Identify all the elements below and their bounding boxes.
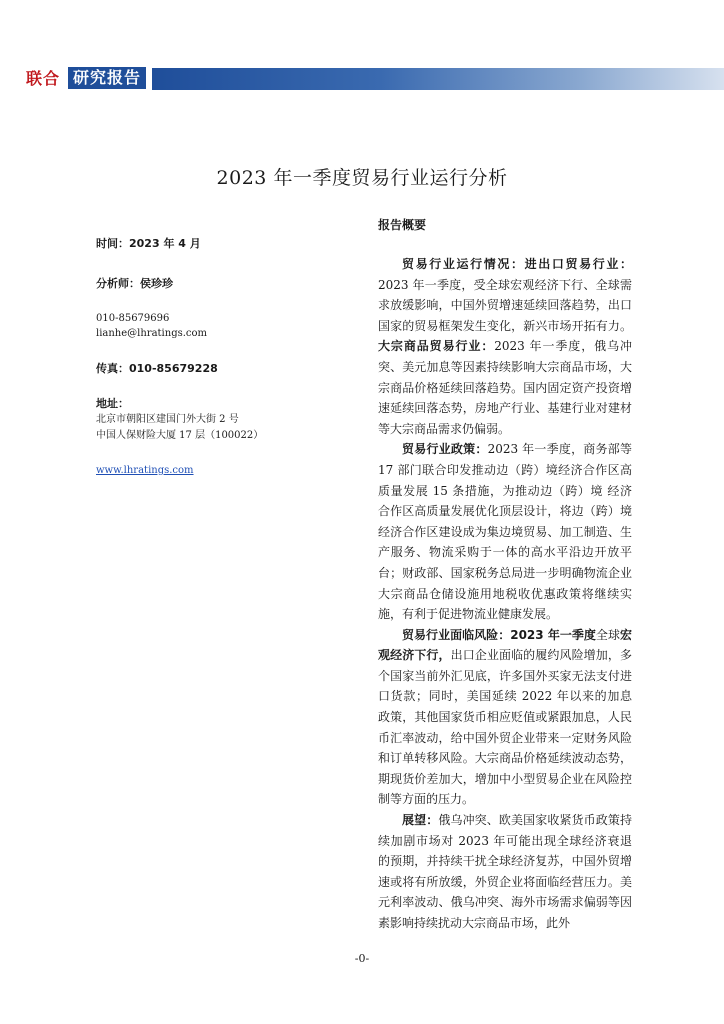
policy-text: 2023 年一季度，商务部等 17 部门联合印发推动边（跨）境经济合作区高质量发展 15 条措施，为推动边（跨）境 经济合作区高质量发展优化顶层设计，将边（跨）境经济合作区建设成为集边境贸易、加工制造、生产服务、物流采购于一体的高水平沿边开放平台；财政部、国家税务总局进一步明确物流企业大宗商品仓储设施用地税收优惠政策将继续实施，有利于促进物流业健康发展。: [378, 442, 632, 622]
report-time: 时间：2023 年 4 月: [96, 237, 201, 250]
report-header: [0, 66, 724, 92]
paragraph-outlook: [378, 810, 632, 934]
header-band: [152, 68, 724, 90]
outlook-bold: 展望：: [402, 813, 439, 828]
overview-text: 2023 年一季度，受全球宏观经济下行、全球需求放缓影响，中国外贸增速延续回落趋势，出口国家的贸易框架发生变化，新兴市场开拓有力。: [378, 277, 632, 333]
summary-body: [378, 254, 632, 934]
outlook-text: 俄乌冲突、欧美国家收紧货币政策持续加剧市场对 2023 年可能出现全球经济衰退的预期，并持续干扰全球经济复苏，中国外贸增速或将有所放缓，外贸企业将面临经营压力。美元利率波动、俄乌冲突、海外市场需求偏弱等因素影响持续扰动大宗商品市场，此外: [378, 813, 632, 930]
fax: 传真：010-85679228: [96, 362, 218, 375]
paragraph-overview: [378, 254, 632, 439]
overview-bold: 贸易行业运行情况：进出口贸易行业：: [402, 257, 632, 271]
page-title: 2023 年一季度贸易行业运行分析: [216, 167, 508, 189]
risk-bold: 贸易行业面临风险：2023 年一季度: [402, 627, 596, 642]
policy-bold: 贸易行业政策：: [402, 442, 488, 457]
commodity-text: 2023 年一季度，俄乌冲突、美元加息等因素持续影响大宗商品市场，大宗商品价格延续回落趋势。国内固定资产投资增速延续回落态势，房地产行业、基建行业对建材等大宗商品需求仍偏弱。: [378, 339, 632, 436]
website-link[interactable]: www.lhratings.com: [96, 465, 194, 476]
paragraph-risk: [378, 625, 632, 810]
email: lianhe@lhratings.com: [96, 328, 208, 339]
address-line-1: 北京市朝阳区建国门外大街 2 号: [96, 414, 239, 425]
phone: 010-85679696: [96, 313, 170, 324]
analyst: 分析师：侯珍珍: [96, 277, 173, 290]
address-line-2: 中国人保财险大厦 17 层（100022）: [96, 430, 264, 441]
commodity-bold: 大宗商品贸易行业：: [378, 339, 495, 354]
risk-text: 出口企业面临的履约风险增加，多个国家当前外汇见底，许多国外买家无法支付进口货款；同时，美国延续 2022 年以来的加息政策，其他国家货币相应贬值或紧跟加息，人民币汇率波动，给中国外贸企业带来一定财务风险和订单转移风险。大宗商品价格延续波动态势，期现货价差加大，增加中小型贸易企业在风险控制等方面的压力。: [378, 648, 632, 807]
risk-text-a: 全球: [595, 627, 620, 642]
brand-name-box: 研究报告: [68, 67, 146, 89]
summary-heading: 报告概要: [378, 218, 427, 232]
page-number: -0-: [354, 952, 370, 965]
address-label: 地址：: [96, 397, 129, 410]
brand-name-red: 联合: [26, 69, 61, 88]
risk-bold-2: 宏观经济下行，: [378, 627, 632, 663]
paragraph-policy: [378, 439, 632, 624]
